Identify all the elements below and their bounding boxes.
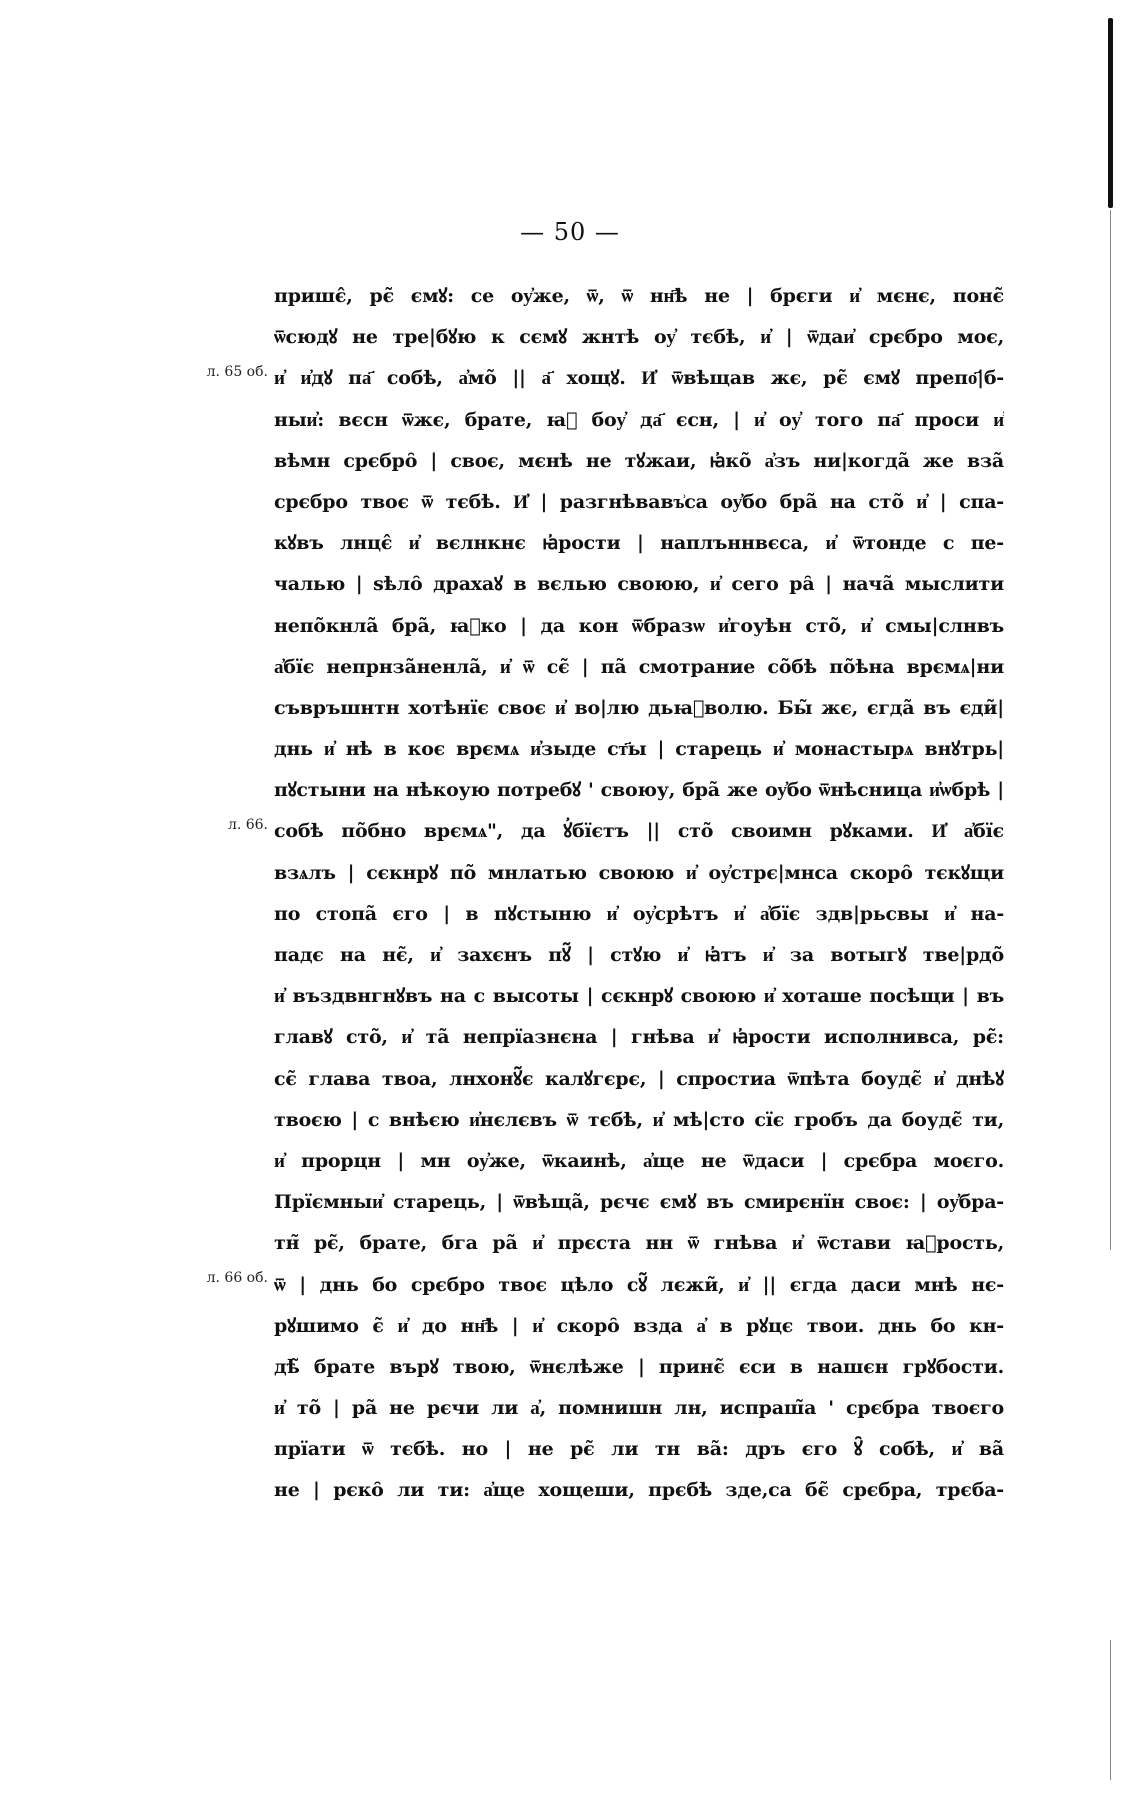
text-line: ѿ | днь бо срєбро твоє цѣло сꙋ̃ лєжи̃, и҆ || єгда даси мнѣ нє- (274, 1273, 1004, 1296)
text-line: днь и҆ нѣ в коє врємѧ и҆зыде ст҃ы | старець и҆ монастырѧ внꙋтрь| (274, 738, 1004, 761)
text-line: взѧлъ | сєкнрꙋ по̃ мнлатью своюю и҆ оу҆стрє|мнса скоро̑ тєкꙋщи (274, 861, 1004, 884)
text-line: ныи҆: вєсн ѿжє, брате, ꙗ҆ боу҆ да҃ єсн, | и҆ оу҆ того па҃ проси и҆ (274, 408, 1004, 431)
text-line: дѣ̃ брате върꙋ твою, ѿнєлѣже | принє̃ єси в нашєн грꙋбости. (274, 1355, 1004, 1378)
text-line: падє на нє̃, и҆ захєнъ пꙋ̃ | стꙋю и҆ ꙗ҆тъ и҆ за вотыгꙋ тве|рдо̃ (274, 944, 1004, 966)
text-line: рꙋшимо є̃ и҆ до нн҃ѣ | и҆ скоро̑ взда а҆ в рꙋцє твои. днь бо кн- (274, 1314, 1004, 1337)
text-line: главꙋ сто̃, и҆ та̃ непрїазнєна | гнѣва и҆ ꙗ҆рости исполнивса, рє̃: (274, 1026, 1004, 1049)
margin-folio-note: л. 66. (227, 817, 268, 833)
text-line: и҆ и҆дꙋ па҃ собѣ, а҆мо̃ || а҃ хощꙋ. И҆ ѿвѣщав жє, рє̃ ємꙋ препо҃|б- (274, 367, 1004, 390)
text-line: а҆бїє непрнза̃ненла̃, и҆ ѿ сє̃ | па̃ смотрание со̃бѣ по̃ѣна врємѧ|ни (274, 655, 1004, 678)
scan-edge-mark (1108, 18, 1113, 208)
scan-edge-line (1110, 1640, 1111, 1780)
main-text-block (274, 276, 1004, 1512)
page-number: — 50 — (520, 218, 620, 246)
text-line: вѣмн срєбро̑ | своє, мєнѣ не тꙋжаи, ꙗ҆ко̃ а҆зъ ни|когда̃ же вза̃ (274, 449, 1004, 472)
text-line: тн̃ рє̃, брате, бга ра̃ и҆ прєста нн ѿ гнѣва и҆ ѿстави ꙗ҆рость, (274, 1232, 1004, 1255)
text-line: прїати ѿ тєбѣ. но | не рє̃ ли тн ва̃: дръ єго ꙋ̑ собѣ, и҆ ва̃ (274, 1438, 1004, 1461)
text-line: сє̃ глава твоа, лнхонꙋ̃є калꙋгєрє, | спростиа ѿпѣта боудє̃ и҆ днѣꙋ (274, 1067, 1004, 1090)
text-line: кꙋвъ лнцє̂ и҆ вєлнкнє ꙗ҆рости | наплъннвєса, и҆ ѿтонде с пе- (274, 532, 1004, 555)
text-line: и҆ то̃ | ра̃ не рєчи ли а҆, помнишн лн, испраш̃а ' срєбра твоєго (274, 1397, 1004, 1420)
text-line: и҆ прорцн | мн оу҆же, ѿкаинѣ, а҆ще не ѿдаси | срєбра моєго. (274, 1149, 1004, 1172)
text-line: твоєю | с внѣєю и҆нєлєвъ ѿ тєбѣ, и҆ мѣ|сто сїє гробъ да боудє̃ ти, (274, 1108, 1004, 1131)
text-line: и҆ въздвнгнꙋвъ на с высоты | сєкнрꙋ своюю и҆ хоташе посѣщи | въ (274, 985, 1004, 1008)
margin-folio-note: л. 66 об. (206, 1270, 268, 1286)
margin-folio-note: л. 65 об. (206, 364, 268, 380)
text-line: не | рєко̑ ли ти: а҆ще хощеши, прєбѣ зде,са бє̃ срєбра, трєба- (274, 1479, 1004, 1502)
text-line: собѣ по̃бно врємѧ", да ꙋ҆бїєтъ || сто̃ своимн рꙋками. И҆ а҆бїє (274, 820, 1004, 843)
scan-edge-line (1110, 210, 1111, 1250)
text-line: пꙋстыни на нѣкоую потребꙋ ' своюу, бра̃ же оу҆бо ѿнѣсница и҆ѡбрѣ | (274, 779, 1004, 802)
text-line: пришє̂, рє̃ ємꙋ: се оу҆же, ѿ, ѿ нн҃ѣ не | брєги и҆ мєнє, понє̃ (274, 285, 1004, 307)
text-line: чалью | ѕѣло̑ драхаꙋ в вєлью своюю, и҆ сего ра̑ | нача̃ мыслити (274, 573, 1004, 596)
text-line: ѿсюдꙋ не тре|бꙋю к сємꙋ жнтѣ оу҆ тєбѣ, и҆ | ѿдаи҆ срєбро моє, (274, 326, 1004, 349)
text-line: Прїємныи҆ старець, | ѿвѣща̃, рєчє ємꙋ въ смирєнїн своє: | оу҆бра- (274, 1191, 1004, 1214)
text-line: съвръшнтн хотѣнїє своє и҆ во|лю дьꙗ҆волю. Бы̃ жє, єгда̃ въ єди̃| (274, 696, 1004, 719)
text-line: непо̃кнла̃ бра̃, ꙗ҆ко | да кон ѿбразѡ и҆гоуѣн сто̃, и҆ смы|слнвъ (274, 614, 1004, 637)
text-line: по стопа̃ єго | в пꙋстыню и҆ оу҆срѣтъ и҆ а҆бїє здв|рьсвы и҆ на- (274, 902, 1004, 925)
text-line: срєбро твоє ѿ тєбѣ. И҆ | разгнѣвавъ͗са оу҆бо бра̃ на сто̃ и҆ | спа- (274, 490, 1004, 513)
